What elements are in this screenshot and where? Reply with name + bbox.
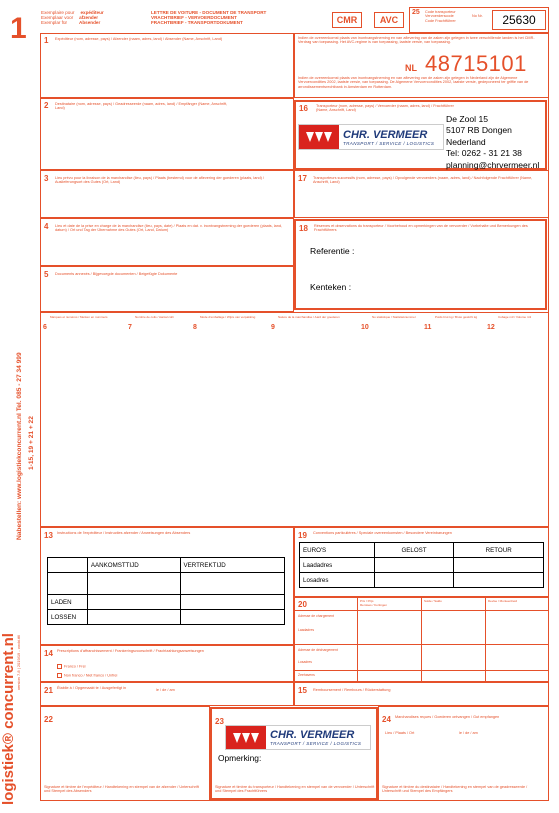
field-1-sender[interactable]: 1 Expéditeur (nom, adresse, pays) / Afzender (naam, adres, land) / Absender (Name, Anschrift, Land) [40,33,294,98]
goods-col-9: 9 Nature de la marchandise / Aard der goederen [271,315,340,331]
stamp-remark-label: Opmerking: [218,753,262,763]
goods-column-headers [43,316,548,330]
field-14-franking[interactable]: 14 Prescriptions d'affranchissement / Frankeringsvoorschrift / Frachtzahlungsanweisungen Franco / Frei Non franco / Niet franco / Unfrei [40,645,294,682]
goods-col-10: 10 No statistique / Statistieknummer [361,315,416,331]
field-5-documents[interactable]: 5 Documents annexés / Bijgevoegde documenten / Beigefügte Dokumente [40,266,294,312]
reference-label: Referentie : [310,246,355,256]
stamp-logo-mark-icon [226,726,266,749]
brand-vertical: logistiek® concurrent.nl [0,633,17,805]
field-22-sender-signature[interactable]: 22 Signature et timbre de l'expéditeur / Handtekening en stempel van de afzender / Unterschrift und Stempel des Absenders [40,706,210,801]
order-info-vertical: Nabestellen: www.logistiekconcurrent.nl Tel. 085 - 27 34 999 [16,352,23,540]
unloading-row-label: LOSSEN [48,610,88,625]
field-23-carrier-signature[interactable]: 23 CHR. VERMEER TRANSPORT / SERVICE / LOGISTICS Opmerking: Signature et timbre du transporteur / Handtekening en stempel van de vervoerder / Unterschrift und Stempel des Frachtführers [210,707,378,800]
license-plate-label: Kenteken : [310,282,352,292]
euro-pallet-table[interactable] [299,542,544,588]
version-vertical: version 7.8 | 2019/19 - vocki.tfil [16,634,21,690]
field-20-charges[interactable]: 20 Prix / Prijs Remises / Kortingen Solde / Saldo Devise / Munteenheid Adresse de chargement Laadadres Adresse de déchargement Losadres Zeehavens [294,597,549,682]
arrival-departure-table[interactable] [47,557,285,625]
goods-area[interactable] [40,312,549,527]
document-title: LETTRE DE VOITURE - DOCUMENT DE TRANSPORT VRACHTBRIEF - VERVOERDOCUMENT FRACHTBRIEF - TRANSPORTDOKUMENT [151,10,267,26]
field-18-remarks[interactable]: 18 Réserves et observations du transporteur / Voorbehoud en opmerkingen van de vervoerder / Vorbehalte und Bemerkungen des Frachtführers Referentie : Kenteken : [294,219,547,310]
euro-header: EURO'S [300,543,375,558]
departure-time-header: VERTREKTIJD [180,558,284,573]
field-4-pickup[interactable]: 4 Lieu et date de la prise en charge de la marchandise (lieu, pays, date) / Plaats en dat. v. inontvangstneming der goederen (plaats, land, datum) / Ort und Tag der Übernahme des Gutes (Ort, Land, Datum) [40,218,294,266]
field-2-consignee[interactable]: 2 Destinataire (nom, adresse, pays) / Geadresseerde (naam, adres, land) / Empfänger (Name, Anschrift, Land) [40,98,294,170]
cmr-badge: CMR [332,12,362,28]
document-number: NL 48715101 [405,51,527,76]
fields-note-vertical: 1-15, 19 + 21 + 22 [28,416,35,470]
field-13-sender-instructions[interactable]: 13 Instructions de l'expéditeur / Instructies afzender / Anweisungen des Absenders [40,527,294,645]
field-24-goods-received[interactable]: 24 Marchandises reçues / Goederen ontvangen / Gut empfangen Lieu / Plaats / Ort le / de / am Signature et timbre du destinataire / Handtekening en stempel van de geadresseerde / Unterschrift und Stempel des Empfängers [378,706,549,801]
unloading-address-label: Losadres [300,573,375,588]
loading-row-label: LADEN [48,595,88,610]
goods-col-11: 11 Poids brut kg / Bruto gewicht kg [424,315,478,331]
avc-badge: AVC [374,12,404,28]
carrier-address: De Zool 15 5107 RB Dongen Nederland Tel: 0262 - 31 21 38 planning@chrvermeer.nl [446,114,540,170]
box-25: 25 Code transporteur Vervoerderscode Code Frachtführer No Nr. 25630 [409,7,549,33]
copy-number: 1 [10,12,27,45]
carrier-logo-mark-icon [299,125,339,149]
goods-col-12: 12 Cubage m3 / Volume m3 [487,315,532,331]
unloaded-header: GELOST [374,543,454,558]
return-header: RETOUR [454,543,544,558]
goods-col-7: 7 Nombre de colis / Aantal colli [128,315,174,331]
loading-address-label: Laadadres [300,558,375,573]
franco-option[interactable]: Franco / Frei [57,664,86,669]
goods-col-6: 6 Marques et numéros / Merken en nummers [43,315,108,331]
legal-notice: Indien de overeenkomst plaats van inontvangstneming en van aflevering van de zaken zijn gelegen in twee verschillende landen is het CMR-Verdrag van toepassing. Het AVC-regime is van toepassing, laatste versie, van toepassing. NL 48715101 Indien de overeenkomst plaats van inontvangstneming en van aflevering van de zaken zijn gelegen in Nederland zijn de Algemene Vervoercondities 2002, laatste versie, van toepassing. De Algemene Vervoercondities 2002, laatste versie, gedeponeerd ter griffie van de arrondissementsrechtbank in Amsterdam en Rotterdam. [294,33,549,98]
non-franco-option[interactable]: Non franco / Niet franco / Unfrei [57,673,117,678]
carrier-logo: CHR. VERMEER TRANSPORT / SERVICE / LOGISTICS [298,124,444,150]
field-17-successive-carriers[interactable]: 17 Transporteurs successifs (nom, adresse, pays) / Opvolgende vervoerders (naam, adres, land) / Nachfolgende Frachtführer (Name, Anschrift, Land) [294,170,549,218]
transporter-code-field[interactable]: 25630 [492,10,546,30]
field-21-established[interactable]: 21 Établie à / Opgemaakt te / Ausgefertigt in le / de / am [40,682,294,706]
arrival-time-header: AANKOMSTTIJD [87,558,180,573]
field-16-carrier[interactable]: 16 Transporteur (nom, adresse, pays) / Vervoerder (naam, adres, land) / Frachtführer (Name, Anschrift, Land) CHR. VERMEER TRANSPORT / SERVICE / LOGISTICS De Zool 15 5107 RB Dongen Nederland Tel: 0262 - 31 21 38 planning@chrvermeer.nl [294,100,547,170]
goods-col-8: 8 Mode d'emballage / Wijze van verpakking [193,315,256,331]
field-19-special-agreements[interactable]: 19 Conventions particulières / Speciale overeenkomsten / Besondere Vereinbarungen [294,527,549,597]
field-15-cash-on-delivery[interactable]: 15 Remboursement / Rembours / Rückerstattung [294,682,549,706]
field-3-delivery-place[interactable]: 3 Lieu prévu pour la livraison de la marchandise (lieu, pays) / Plaats (bestemd) voor de aflevering der goederen (plaats, land) / Auslieferungsort des Gutes (Ort, Land) [40,170,294,218]
copy-designation: Exemplaire pour expéditeur Exemplaar voor afzender Exemplar für Absender [41,10,104,26]
stamp-logo: CHR. VERMEER TRANSPORT / SERVICE / LOGISTICS [225,725,371,750]
